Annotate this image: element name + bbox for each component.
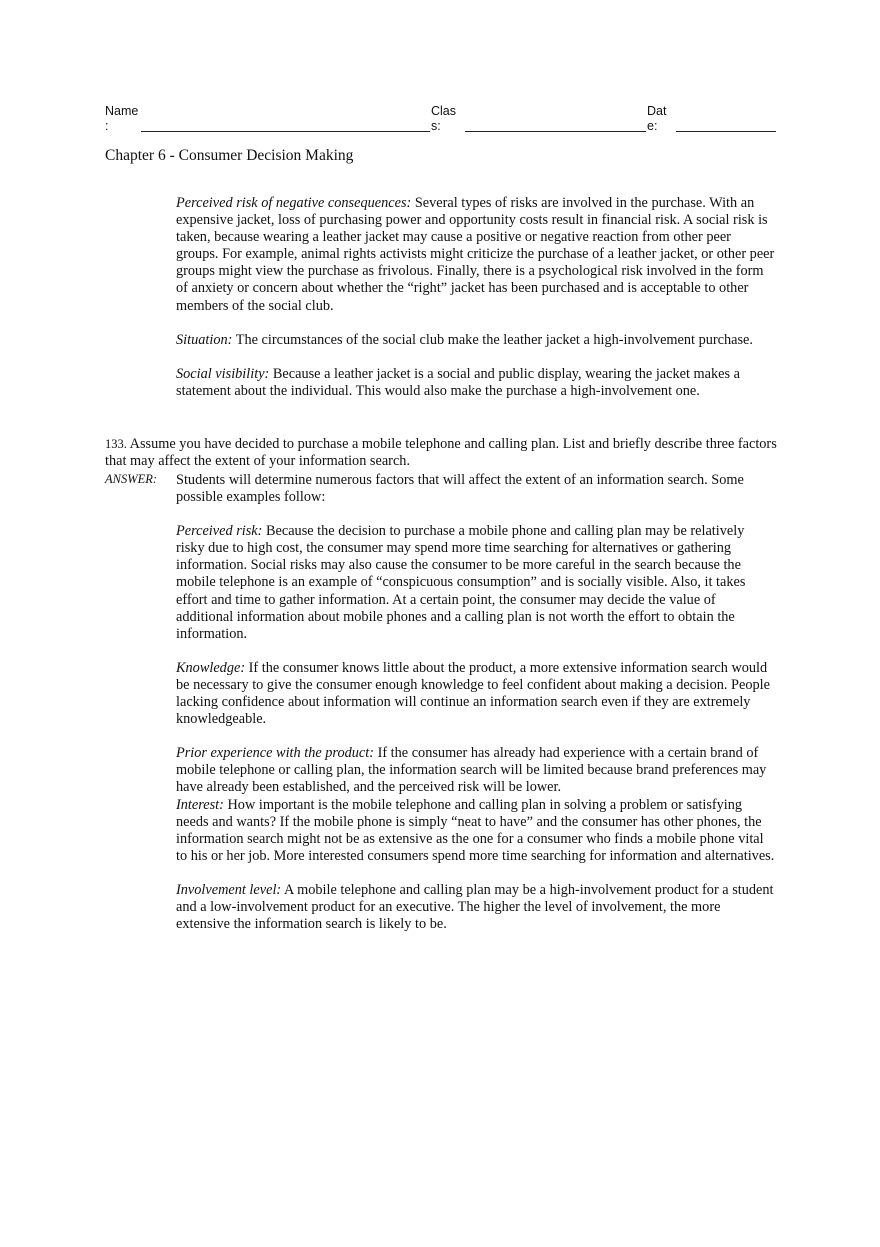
question-text: Assume you have decided to purchase a mobile telephone and calling plan. List and briefly describe three factors that may affect the extent of your information search. bbox=[105, 436, 777, 470]
continued-answer bbox=[176, 195, 776, 400]
paragraph-text: If the consumer knows little about the product, a more extensive information search would be necessary to give the consumer enough knowledge to feel confident about making a decision. People lacking confidence about information will continue an information search even if they are extremely knowledgeable. bbox=[176, 659, 770, 728]
paragraph-text: A mobile telephone and calling plan may be a high-involvement product for a student and a low-involvement product for an executive. The higher the level of involvement, the more extensive the information search is likely to be. bbox=[176, 881, 774, 933]
paragraph-text: Because the decision to purchase a mobile phone and calling plan may be relatively risky due to high cost, the consumer may spend more time searching for alternatives or gathering information. Social risks may also cause the consumer to be more careful in the search because the mobile telephone is an example of “conspicuous consumption” and is socially visible. Also, it takes effort and time to gather information. At a certain point, the consumer may decide the value of additional information about mobile phones and a calling plan is not worth the effort to obtain the information. bbox=[176, 523, 746, 642]
term: Prior experience with the product: bbox=[176, 745, 374, 762]
chapter-title: Chapter 6 - Consumer Decision Making bbox=[105, 147, 354, 164]
paragraph-text: Several types of risks are involved in the purchase. With an expensive jacket, loss of purchasing power and opportunity costs result in financial risk. A social risk is taken, because wearing a leather jacket may cause a positive or negative reaction from other peer groups. For example, animal rights activists might criticize the purchase of a leather jacket, or other peer groups might view the purchase as frivolous. Finally, there is a psychological risk involved in the form of anxiety or concern about whether the “right” jacket has been purchased and is acceptable to other members of the social club. bbox=[176, 195, 775, 314]
paragraph-situation bbox=[176, 332, 776, 349]
date-field-label bbox=[647, 104, 666, 133]
term: Perceived risk of negative consequences: bbox=[176, 195, 412, 211]
name-underline bbox=[141, 131, 430, 132]
answer-label: ANSWER: bbox=[105, 472, 158, 486]
date-underline bbox=[676, 131, 776, 132]
term: Knowledge: bbox=[176, 659, 246, 676]
paragraph-prior-experience bbox=[176, 745, 776, 796]
paragraph-text: If the consumer has already had experience with a certain brand of mobile telephone or calling plan, the information search will be limited because brand preferences may have already been established, and the perceived risk will be lower. bbox=[176, 745, 767, 796]
name-label: Name bbox=[105, 104, 139, 118]
name-colon: : bbox=[105, 119, 109, 133]
term: Social visibility: bbox=[176, 365, 270, 382]
paragraph-involvement-level bbox=[176, 882, 776, 933]
term: Involvement level: bbox=[176, 881, 282, 898]
date-label: Dat bbox=[647, 104, 667, 118]
paragraph-social-visibility bbox=[176, 366, 776, 400]
paragraph-text: The circumstances of the social club make the leather jacket a high-involvement purchase. bbox=[232, 331, 753, 348]
term: Situation: bbox=[176, 331, 233, 348]
question-133 bbox=[105, 436, 780, 470]
term: Interest: bbox=[176, 796, 224, 813]
question-number: 133. bbox=[105, 437, 127, 451]
paragraph-interest bbox=[176, 797, 776, 865]
answer-intro: Students will determine numerous factors that will affect the extent of an information search. Some possible examples follow: bbox=[176, 472, 744, 506]
paragraph-knowledge bbox=[176, 660, 776, 728]
class-field-label bbox=[431, 104, 456, 133]
term: Perceived risk: bbox=[176, 523, 263, 540]
name-field-label bbox=[105, 104, 138, 133]
paragraph-text: How important is the mobile telephone and calling plan in solving a problem or satisfying needs and wants? If the mobile phone is simply “neat to have” and the consumer has other phones, the information search might not be as extensive as the one for a consumer who finds a mobile phone vital to his or her job. More interested consumers spend more time searching for information and alternatives. bbox=[176, 796, 775, 864]
paragraph-text: Because a leather jacket is a social and public display, wearing the jacket makes a statement about the individual. This would also make the purchase a high-involvement one. bbox=[176, 365, 740, 399]
class-underline bbox=[465, 131, 646, 132]
class-label: Clas bbox=[431, 104, 457, 118]
paragraph-perceived-risk bbox=[176, 523, 776, 643]
date-colon: e: bbox=[647, 119, 658, 133]
answer-body bbox=[176, 472, 776, 933]
paragraph-perceived-risk-negative bbox=[176, 195, 776, 315]
class-colon: s: bbox=[431, 119, 441, 133]
